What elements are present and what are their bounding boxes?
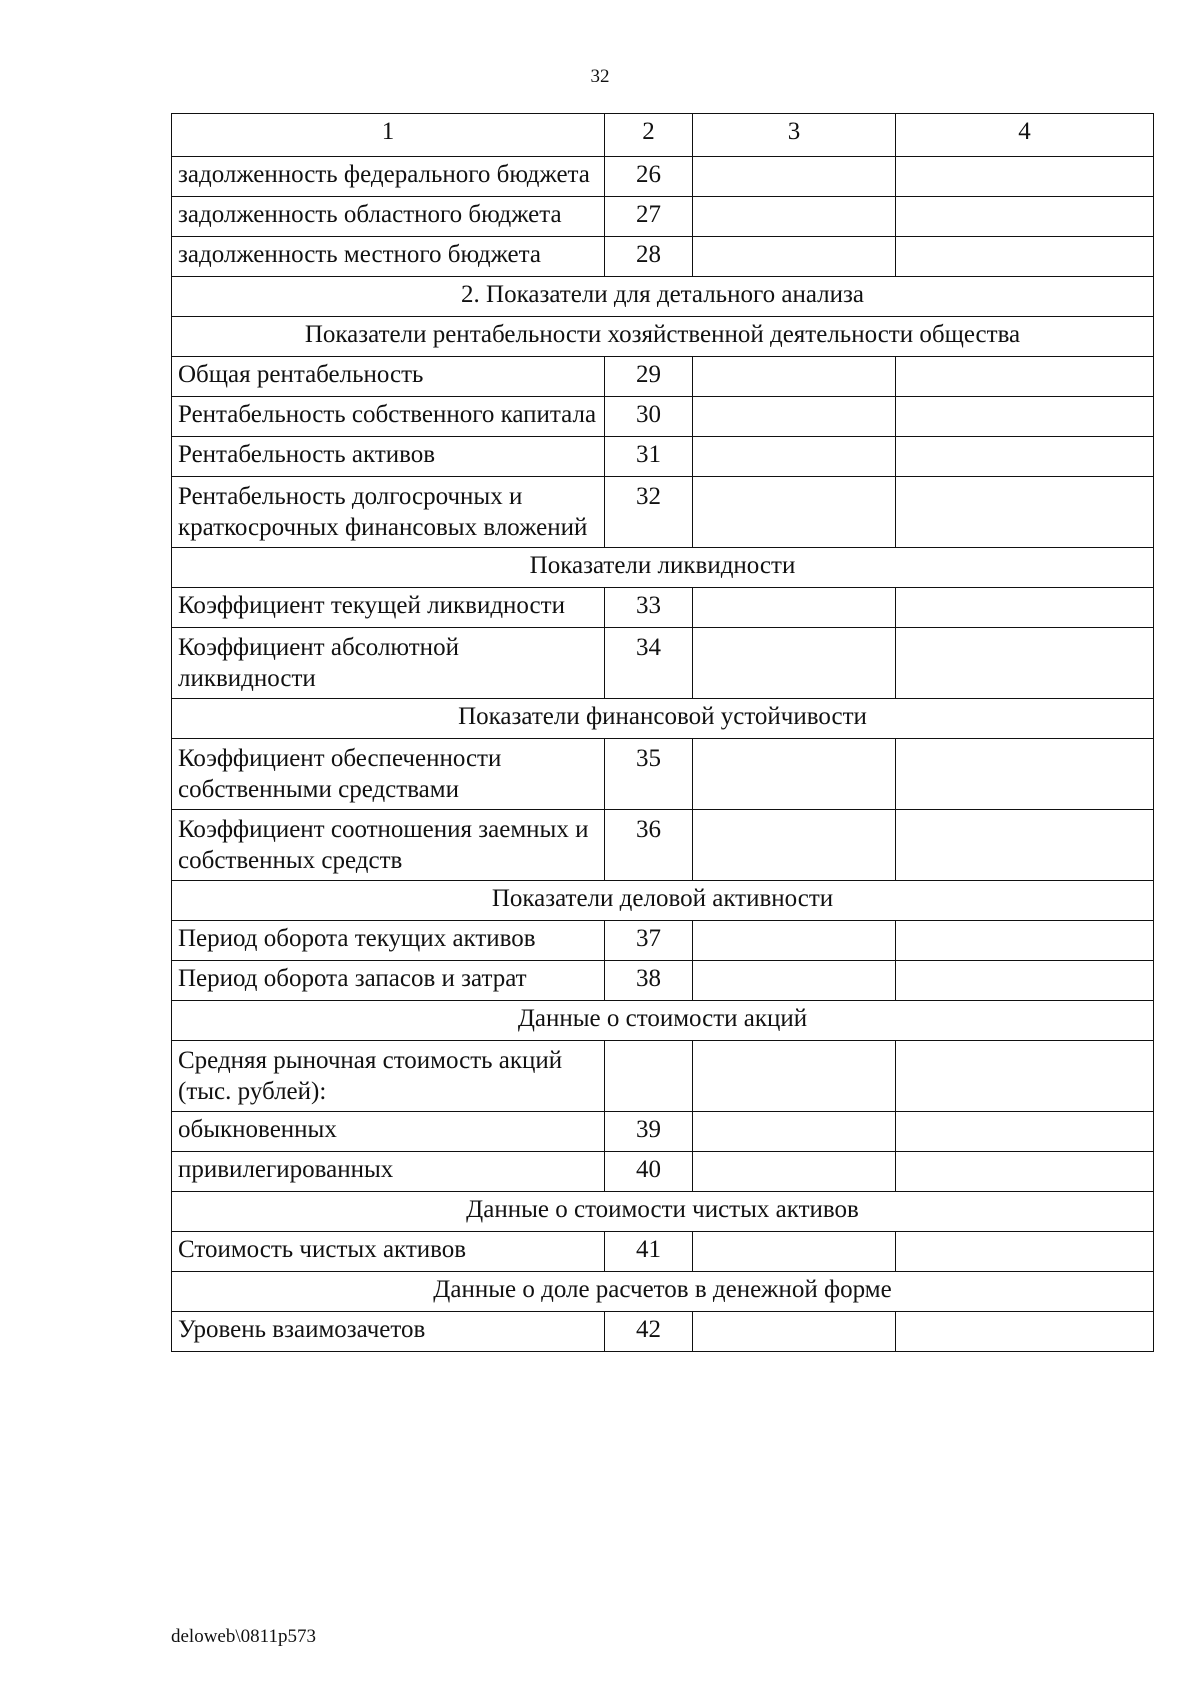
table-row <box>172 237 1154 277</box>
section-title: Данные о стоимости чистых активов <box>172 1192 1154 1232</box>
value-cell-col4 <box>896 397 1154 437</box>
line-code-cell: 31 <box>605 437 693 477</box>
line-code-cell: 34 <box>605 628 693 699</box>
table-header-row <box>172 114 1154 157</box>
value-cell-col3 <box>693 1041 896 1112</box>
indicator-name-cell: Уровень взаимозачетов <box>172 1312 605 1352</box>
section-title: Показатели деловой активности <box>172 881 1154 921</box>
value-cell-col4 <box>896 437 1154 477</box>
value-cell-col3 <box>693 1232 896 1272</box>
table-row <box>172 357 1154 397</box>
line-code-cell: 35 <box>605 739 693 810</box>
value-cell-col3 <box>693 157 896 197</box>
value-cell-col4 <box>896 739 1154 810</box>
table-row <box>172 397 1154 437</box>
line-code-cell: 32 <box>605 477 693 548</box>
line-code-cell: 40 <box>605 1152 693 1192</box>
value-cell-col3 <box>693 477 896 548</box>
line-code-cell: 41 <box>605 1232 693 1272</box>
indicator-name-cell: Период оборота текущих активов <box>172 921 605 961</box>
page-number: 32 <box>590 66 610 87</box>
value-cell-col4 <box>896 1112 1154 1152</box>
document-footer-id: deloweb\0811p573 <box>171 1626 316 1647</box>
line-code-cell: 36 <box>605 810 693 881</box>
indicator-name-cell: задолженность федерального бюджета <box>172 157 605 197</box>
line-code-cell: 26 <box>605 157 693 197</box>
line-code-cell <box>605 1041 693 1112</box>
section-header-row <box>172 548 1154 588</box>
section-header-row <box>172 881 1154 921</box>
header-cell-2: 2 <box>605 114 693 157</box>
indicator-name-cell: задолженность областного бюджета <box>172 197 605 237</box>
table-row <box>172 588 1154 628</box>
indicators-table <box>171 113 1154 1352</box>
line-code-cell: 30 <box>605 397 693 437</box>
section-header-row <box>172 317 1154 357</box>
value-cell-col3 <box>693 397 896 437</box>
table-row <box>172 961 1154 1001</box>
value-cell-col3 <box>693 1312 896 1352</box>
value-cell-col3 <box>693 810 896 881</box>
value-cell-col4 <box>896 1232 1154 1272</box>
value-cell-col4 <box>896 197 1154 237</box>
table-row <box>172 628 1154 699</box>
value-cell-col3 <box>693 739 896 810</box>
value-cell-col3 <box>693 1112 896 1152</box>
value-cell-col3 <box>693 921 896 961</box>
line-code-cell: 42 <box>605 1312 693 1352</box>
indicator-name-cell: Коэффициент соотношения заемных и собственных средств <box>172 810 605 881</box>
table-row <box>172 1152 1154 1192</box>
line-code-cell: 37 <box>605 921 693 961</box>
section-title: Показатели ликвидности <box>172 548 1154 588</box>
section-title: Данные о стоимости акций <box>172 1001 1154 1041</box>
section-header-row <box>172 277 1154 317</box>
section-header-row <box>172 699 1154 739</box>
section-header-row <box>172 1272 1154 1312</box>
value-cell-col4 <box>896 810 1154 881</box>
value-cell-col3 <box>693 357 896 397</box>
section-header-row <box>172 1192 1154 1232</box>
table-row <box>172 437 1154 477</box>
table-row <box>172 1232 1154 1272</box>
line-code-cell: 28 <box>605 237 693 277</box>
value-cell-col4 <box>896 1152 1154 1192</box>
indicator-name-cell: Рентабельность собственного капитала <box>172 397 605 437</box>
value-cell-col3 <box>693 197 896 237</box>
table-row <box>172 157 1154 197</box>
indicator-name-cell: Коэффициент абсолютной ликвидности <box>172 628 605 699</box>
table-row <box>172 810 1154 881</box>
line-code-cell: 27 <box>605 197 693 237</box>
table-row <box>172 739 1154 810</box>
value-cell-col4 <box>896 588 1154 628</box>
value-cell-col3 <box>693 961 896 1001</box>
table-row <box>172 1041 1154 1112</box>
section-title: Показатели рентабельности хозяйственной деятельности общества <box>172 317 1154 357</box>
value-cell-col3 <box>693 588 896 628</box>
table-row <box>172 1112 1154 1152</box>
value-cell-col3 <box>693 237 896 277</box>
value-cell-col3 <box>693 1152 896 1192</box>
indicator-name-cell: Рентабельность активов <box>172 437 605 477</box>
indicator-name-cell: Период оборота запасов и затрат <box>172 961 605 1001</box>
indicator-name-cell: Рентабельность долгосрочных и краткосрочных финансовых вложений <box>172 477 605 548</box>
indicator-name-cell: Общая рентабельность <box>172 357 605 397</box>
table-row <box>172 197 1154 237</box>
value-cell-col4 <box>896 1041 1154 1112</box>
table-row <box>172 1312 1154 1352</box>
value-cell-col3 <box>693 437 896 477</box>
indicator-name-cell: задолженность местного бюджета <box>172 237 605 277</box>
table-row <box>172 921 1154 961</box>
section-title: 2. Показатели для детального анализа <box>172 277 1154 317</box>
header-cell-3: 3 <box>693 114 896 157</box>
line-code-cell: 38 <box>605 961 693 1001</box>
value-cell-col4 <box>896 157 1154 197</box>
indicator-name-cell: Стоимость чистых активов <box>172 1232 605 1272</box>
section-title: Данные о доле расчетов в денежной форме <box>172 1272 1154 1312</box>
line-code-cell: 33 <box>605 588 693 628</box>
value-cell-col4 <box>896 477 1154 548</box>
indicator-name-cell: привилегированных <box>172 1152 605 1192</box>
indicator-name-cell: Средняя рыночная стоимость акций (тыс. рублей): <box>172 1041 605 1112</box>
value-cell-col4 <box>896 921 1154 961</box>
indicator-name-cell: обыкновенных <box>172 1112 605 1152</box>
value-cell-col4 <box>896 237 1154 277</box>
section-header-row <box>172 1001 1154 1041</box>
value-cell-col3 <box>693 628 896 699</box>
line-code-cell: 39 <box>605 1112 693 1152</box>
value-cell-col4 <box>896 961 1154 1001</box>
indicator-name-cell: Коэффициент обеспеченности собственными средствами <box>172 739 605 810</box>
header-cell-1: 1 <box>172 114 605 157</box>
header-cell-4: 4 <box>896 114 1154 157</box>
indicator-name-cell: Коэффициент текущей ликвидности <box>172 588 605 628</box>
line-code-cell: 29 <box>605 357 693 397</box>
table-row <box>172 477 1154 548</box>
value-cell-col4 <box>896 628 1154 699</box>
section-title: Показатели финансовой устойчивости <box>172 699 1154 739</box>
value-cell-col4 <box>896 1312 1154 1352</box>
value-cell-col4 <box>896 357 1154 397</box>
